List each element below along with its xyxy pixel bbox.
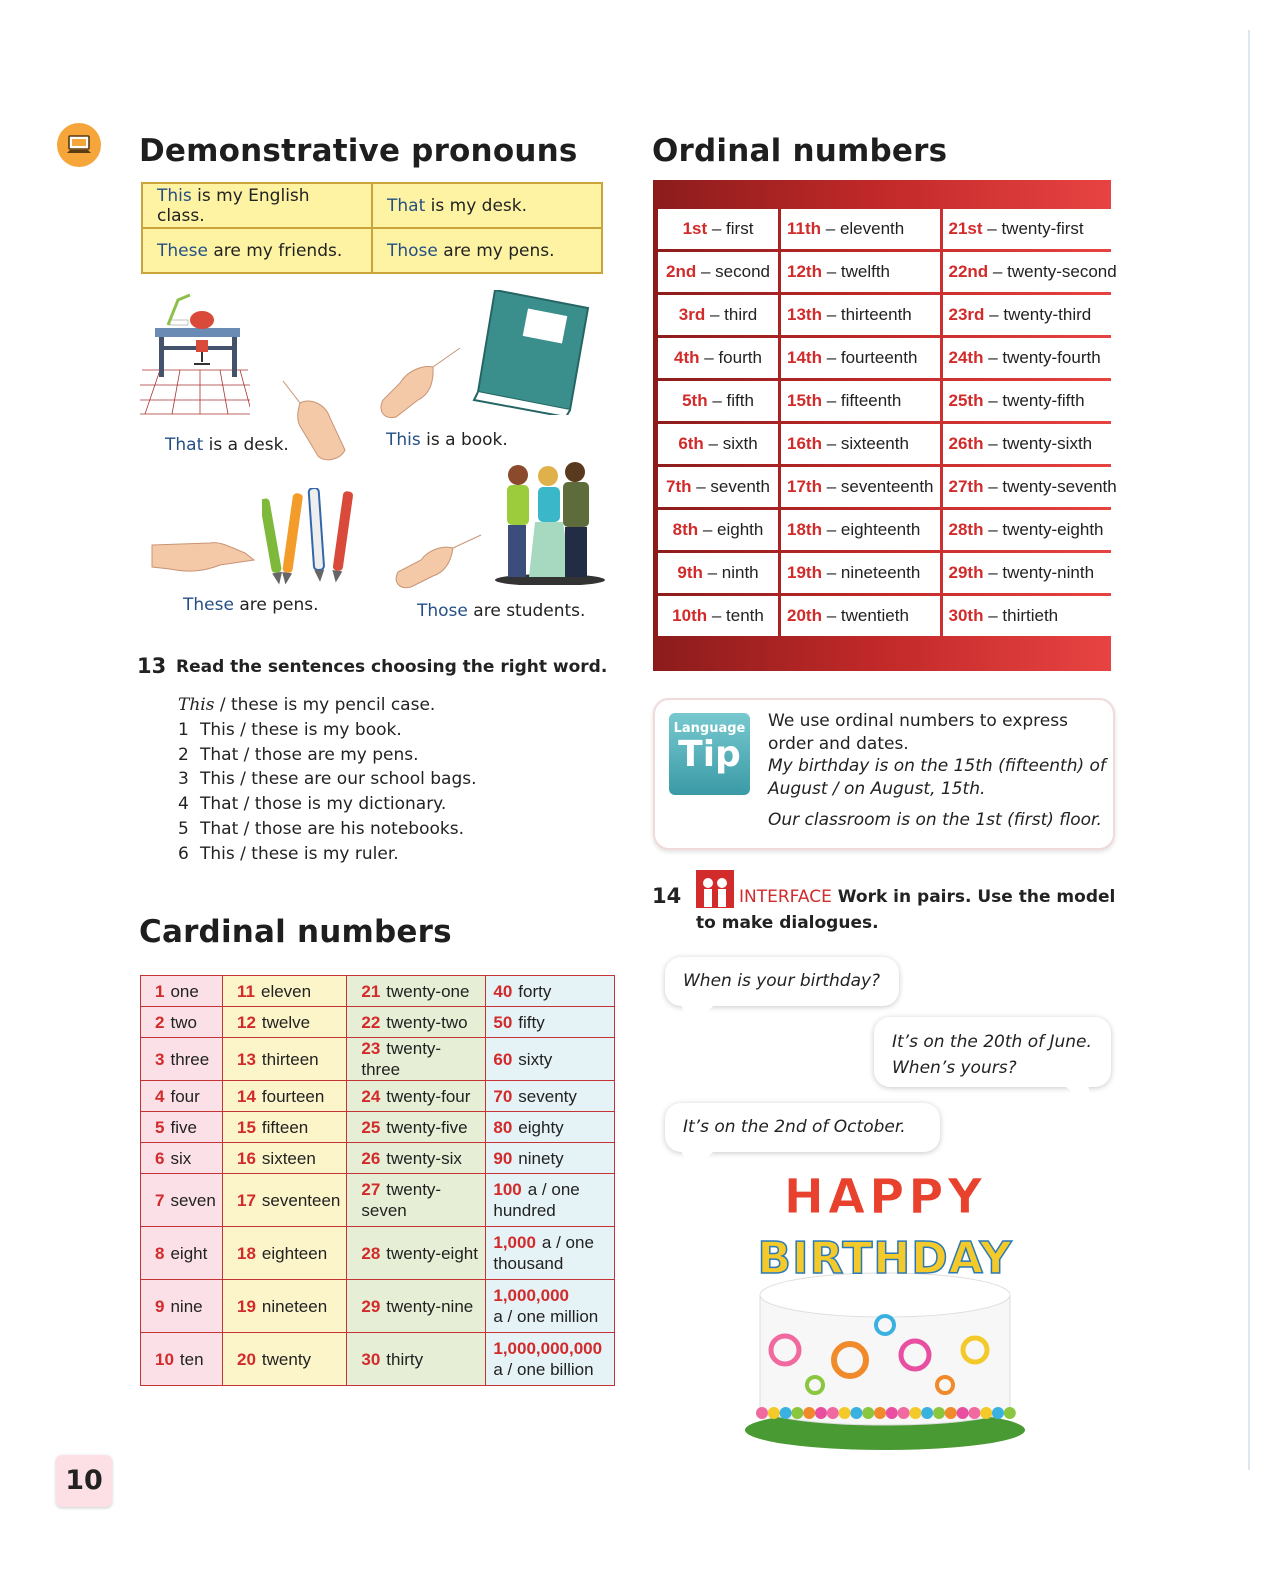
cake-bead (768, 1407, 780, 1419)
exercise-example: This / these is my pencil case. (178, 695, 436, 715)
cardinal-cell: 25 twenty-five (347, 1112, 486, 1143)
cake-bead (945, 1407, 957, 1419)
exercise-item: 2 That / those are my pens. (178, 744, 419, 765)
demonstrative-table (141, 182, 603, 274)
cardinal-cell: 28 twenty-eight (347, 1227, 486, 1280)
speech-bubble: It’s on the 20th of June. When’s yours? (874, 1017, 1111, 1087)
page-number: 10 (56, 1455, 112, 1507)
ordinal-row (658, 381, 1123, 421)
cake-bead (909, 1407, 921, 1419)
cake-bead (992, 1407, 1004, 1419)
cardinal-cell: 16 sixteen (223, 1143, 347, 1174)
ordinal-cell: 3rd – third (658, 295, 778, 335)
bubble-tail (680, 1003, 720, 1027)
cardinal-cell: 17 seventeen (223, 1174, 347, 1227)
cardinal-cell: 22 twenty-two (347, 1007, 486, 1038)
cake-bead (933, 1407, 945, 1419)
cardinal-cell: 1,000,000 a / one million (486, 1280, 615, 1333)
cardinal-row (141, 1174, 615, 1227)
tip-text (768, 710, 1108, 832)
exercise-item: 5 That / those are his notebooks. (178, 818, 464, 839)
ordinal-cell: 22nd – twenty-second (943, 252, 1123, 292)
cardinal-cell: 23 twenty-three (347, 1038, 486, 1081)
cardinal-row (141, 1007, 615, 1038)
cardinal-cell: 6 six (141, 1143, 223, 1174)
cake-bead (874, 1407, 886, 1419)
ordinal-cell: 25th – twenty-fifth (943, 381, 1123, 421)
ordinal-cell: 4th – fourth (658, 338, 778, 378)
exercise14-title: INTERFACE Work in pairs. Use the model (739, 887, 1116, 907)
cardinal-cell: 18 eighteen (223, 1227, 347, 1280)
ordinal-cell: 8th – eighth (658, 510, 778, 550)
cardinal-cell: 40 forty (486, 976, 615, 1007)
desk-illustration (140, 290, 250, 415)
cardinal-cell: 50 fifty (486, 1007, 615, 1038)
demo-cell: Those are my pens. (372, 228, 602, 273)
ordinal-row (658, 596, 1123, 636)
caption-desk: That is a desk. (165, 435, 289, 455)
cake-bead (898, 1407, 910, 1419)
ordinal-cell: 5th – fifth (658, 381, 778, 421)
cardinal-cell: 2 two (141, 1007, 223, 1038)
cardinal-cell: 7 seven (141, 1174, 223, 1227)
cardinal-cell: 19 nineteen (223, 1280, 347, 1333)
cardinal-cell: 3 three (141, 1038, 223, 1081)
cake-bead (791, 1407, 803, 1419)
cardinal-cell: 9 nine (141, 1280, 223, 1333)
pointing-hand-icon (378, 345, 463, 420)
cake-bead (862, 1407, 874, 1419)
ordinal-row (658, 295, 1123, 335)
caption-pens: These are pens. (183, 595, 319, 615)
ordinal-cell: 7th – seventh (658, 467, 778, 507)
interface-pair-icon (696, 870, 734, 908)
ordinal-cell: 12th – twelfth (781, 252, 940, 292)
ordinal-cell: 23rd – twenty-third (943, 295, 1123, 335)
pointing-hand-icon (393, 530, 483, 590)
ordinal-cell: 16th – sixteenth (781, 424, 940, 464)
pens-illustration (262, 488, 357, 586)
ordinal-cell: 14th – fourteenth (781, 338, 940, 378)
ordinal-cell: 15th – fifteenth (781, 381, 940, 421)
exercise-number: 14 (652, 884, 682, 908)
cardinal-cell: 26 twenty-six (347, 1143, 486, 1174)
cardinal-row (141, 976, 615, 1007)
cardinal-row (141, 1081, 615, 1112)
cake-bead (980, 1407, 992, 1419)
cardinal-cell: 5 five (141, 1112, 223, 1143)
cardinal-cell: 11 eleven (223, 976, 347, 1007)
tip-example: Our classroom is on the 1st (first) floor. (768, 810, 1102, 830)
cake-bead (827, 1407, 839, 1419)
cake-bead (780, 1407, 792, 1419)
exercise-number: 13 (137, 654, 167, 678)
cardinal-cell: 29 twenty-nine (347, 1280, 486, 1333)
exercise-item: 4 That / those is my dictionary. (178, 794, 447, 815)
cardinal-cell: 21 twenty-one (347, 976, 486, 1007)
cake-bead (803, 1407, 815, 1419)
cardinal-table (140, 975, 615, 1386)
ordinal-row (658, 553, 1123, 593)
cardinal-cell: 12 twelve (223, 1007, 347, 1038)
ordinal-row (658, 510, 1123, 550)
ordinal-table (655, 206, 1126, 639)
cardinal-cell: 100 a / one hundred (486, 1174, 615, 1227)
cake-bead (921, 1407, 933, 1419)
ordinal-row (658, 338, 1123, 378)
ordinal-cell: 19th – nineteenth (781, 553, 940, 593)
ordinal-cell: 9th – ninth (658, 553, 778, 593)
ordinal-cell: 11th – eleventh (781, 209, 940, 249)
tip-line: We use ordinal numbers to express order and dates. (768, 711, 1068, 754)
ordinal-cell: 13th – thirteenth (781, 295, 940, 335)
exercise-item: 6 This / these is my ruler. (178, 843, 399, 864)
ordinal-row (658, 209, 1123, 249)
tip-badge-title: Tip (678, 734, 741, 775)
speech-bubble: It’s on the 2nd of October. (665, 1103, 940, 1152)
cake-bead (756, 1407, 768, 1419)
tip-badge-label: Language (673, 721, 746, 736)
exercise-title: Read the sentences choosing the right word. (176, 657, 608, 677)
cardinal-cell: 27 twenty-seven (347, 1174, 486, 1227)
cardinal-cell: 30 thirty (347, 1333, 486, 1386)
ordinal-cell: 18th – eighteenth (781, 510, 940, 550)
ordinal-cell: 6th – sixth (658, 424, 778, 464)
exercise-item: 3 This / these are our school bags. (178, 769, 477, 790)
demonstrative-heading: Demonstrative pronouns (139, 133, 578, 169)
ordinal-cell: 28th – twenty-eighth (943, 510, 1123, 550)
cardinal-cell: 4 four (141, 1081, 223, 1112)
ordinal-cell: 26th – twenty-sixth (943, 424, 1123, 464)
demo-cell: This is my English class. (142, 183, 372, 228)
ordinal-cell: 21st – twenty-first (943, 209, 1123, 249)
ordinal-cell: 10th – tenth (658, 596, 778, 636)
birthday-cake-illustration (740, 1155, 1030, 1455)
cardinal-row (141, 1333, 615, 1386)
computer-icon (57, 123, 101, 167)
book-illustration (470, 290, 590, 415)
cake-bead (886, 1407, 898, 1419)
cardinal-cell: 24 twenty-four (347, 1081, 486, 1112)
cake-bead (815, 1407, 827, 1419)
cardinal-cell: 70 seventy (486, 1081, 615, 1112)
cardinal-cell: 20 twenty (223, 1333, 347, 1386)
cardinal-row (141, 1143, 615, 1174)
ordinal-cell: 20th – twentieth (781, 596, 940, 636)
ordinal-cell: 17th – seventeenth (781, 467, 940, 507)
cake-bead (957, 1407, 969, 1419)
cake-text-happy: HAPPY (783, 1169, 987, 1225)
cardinal-cell: 15 fifteen (223, 1112, 347, 1143)
cardinal-cell: 14 fourteen (223, 1081, 347, 1112)
pointing-hand-icon (280, 378, 350, 463)
cake-bead (850, 1407, 862, 1419)
caption-students: Those are students. (417, 601, 586, 621)
cardinal-cell: 1 one (141, 976, 223, 1007)
speech-bubble: When is your birthday? (665, 957, 899, 1006)
ordinal-cell: 30th – thirtieth (943, 596, 1123, 636)
exercise14-title-line2: to make dialogues. (696, 913, 879, 933)
cake-text-birthday: BIRTHDAY (757, 1233, 1013, 1284)
cardinal-cell: 8 eight (141, 1227, 223, 1280)
ordinal-cell: 27th – twenty-seventh (943, 467, 1123, 507)
cake-bead (839, 1407, 851, 1419)
bubble-tail (680, 1149, 720, 1173)
ordinal-cell: 24th – twenty-fourth (943, 338, 1123, 378)
ordinal-row (658, 424, 1123, 464)
students-illustration (493, 460, 608, 585)
cake-bead (1004, 1407, 1016, 1419)
exercise-list (178, 693, 477, 867)
ordinal-cell: 29th – twenty-ninth (943, 553, 1123, 593)
cardinal-row (141, 1227, 615, 1280)
cake-bead (968, 1407, 980, 1419)
cardinal-cell: 90 ninety (486, 1143, 615, 1174)
bubble-tail (1058, 1084, 1098, 1108)
caption-book: This is a book. (386, 430, 508, 450)
ordinal-heading: Ordinal numbers (652, 133, 948, 169)
ordinal-row (658, 252, 1123, 292)
language-tip-badge (669, 713, 750, 795)
cardinal-heading: Cardinal numbers (139, 914, 452, 950)
exercise-item: 1 This / these is my book. (178, 719, 402, 740)
page-edge-rule (1248, 30, 1250, 1470)
cardinal-cell: 10 ten (141, 1333, 223, 1386)
cardinal-cell: 13 thirteen (223, 1038, 347, 1081)
cardinal-cell: 1,000,000,000 a / one billion (486, 1333, 615, 1386)
cardinal-cell: 1,000 a / one thousand (486, 1227, 615, 1280)
ordinal-cell: 1st – first (658, 209, 778, 249)
ordinal-cell: 2nd – second (658, 252, 778, 292)
cardinal-row (141, 1280, 615, 1333)
ordinal-row (658, 467, 1123, 507)
pointing-hand-icon (150, 535, 255, 575)
cardinal-row (141, 1038, 615, 1081)
cardinal-cell: 80 eighty (486, 1112, 615, 1143)
tip-example: My birthday is on the 15th (fifteenth) of August / on August, 15th. (768, 756, 1106, 799)
cardinal-row (141, 1112, 615, 1143)
demo-cell: That is my desk. (372, 183, 602, 228)
demo-cell: These are my friends. (142, 228, 372, 273)
cardinal-cell: 60 sixty (486, 1038, 615, 1081)
